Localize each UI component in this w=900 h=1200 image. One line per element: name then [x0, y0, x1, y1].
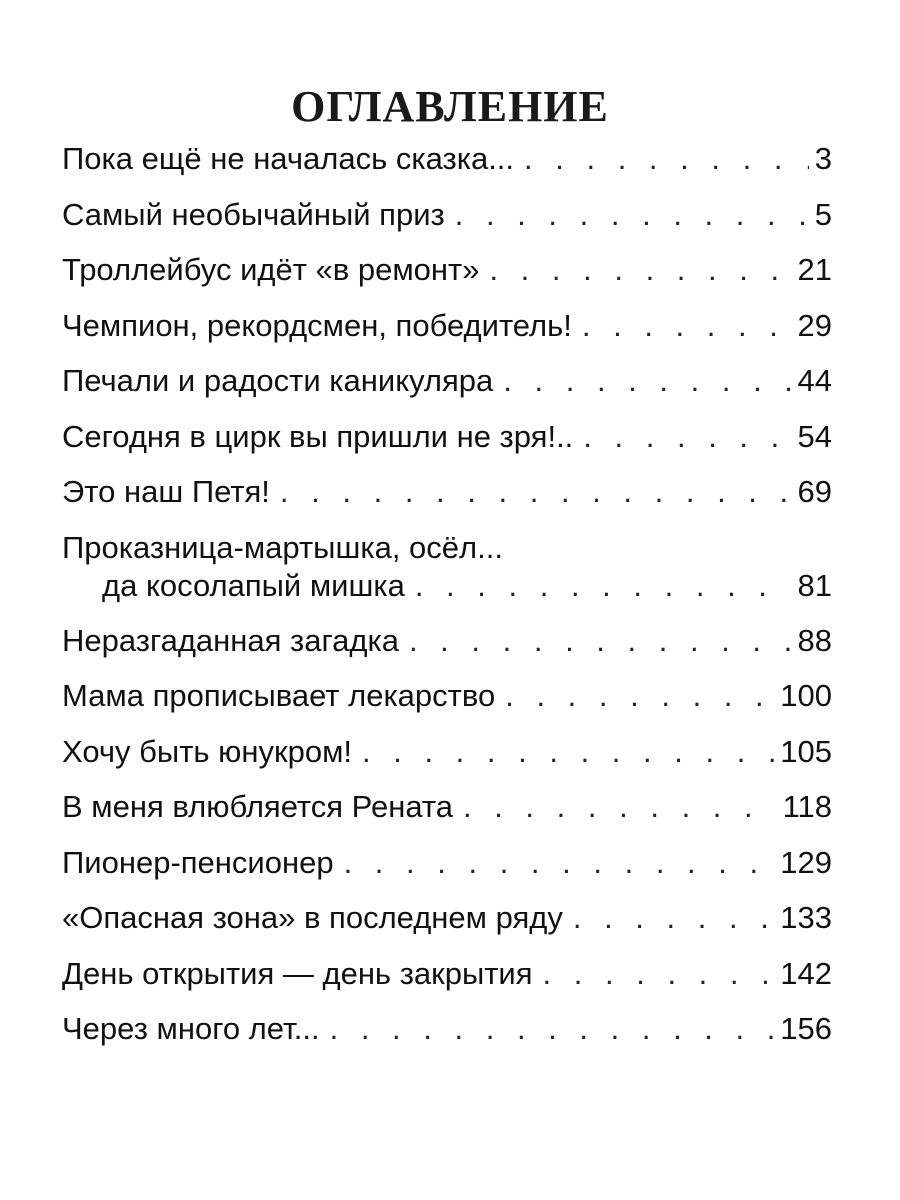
dot-leader	[409, 622, 792, 660]
toc-entry-title: Пионер-пенсионер	[62, 844, 334, 880]
page-title: ОГЛАВЛЕНИЕ	[291, 82, 609, 132]
dot-leader	[505, 677, 774, 715]
toc-entry-page: 88	[797, 622, 832, 658]
toc-entry	[62, 899, 832, 955]
toc-entry-page: 29	[797, 307, 832, 343]
toc-entry	[62, 251, 832, 307]
dot-leader	[330, 1010, 775, 1048]
toc-entry-page: 44	[797, 363, 832, 398]
toc-entry-page: 54	[797, 418, 832, 454]
toc-entry	[62, 955, 832, 1011]
dot-leader	[362, 733, 774, 771]
toc-entry-title: День открытия — день закрытия	[62, 955, 533, 991]
toc-entry	[62, 473, 832, 529]
dot-leader	[280, 473, 792, 511]
dot-leader	[463, 788, 777, 826]
toc-entry	[62, 733, 832, 789]
table-of-contents	[62, 140, 832, 1066]
toc-entry	[62, 529, 832, 622]
toc-entry-page: 21	[797, 252, 832, 287]
toc-entry	[62, 362, 832, 418]
toc-entry-page: 156	[780, 1011, 832, 1046]
toc-entry-title: Сегодня в цирк вы пришли не зря!..	[62, 418, 574, 454]
toc-entry-title: «Опасная зона» в последнем ряду	[62, 900, 563, 935]
toc-entry-page: 3	[814, 141, 832, 176]
dot-leader	[583, 418, 791, 456]
toc-entry-page: 118	[782, 789, 832, 824]
toc-entry-title: Проказница-мартышка, осёл...	[62, 529, 503, 565]
dot-leader	[455, 196, 809, 234]
toc-entry-title: Это наш Петя!	[62, 474, 270, 509]
toc-entry-title: Мама прописывает лекарство	[62, 678, 496, 713]
toc-entry-first-line	[62, 529, 832, 567]
toc-entry	[62, 418, 832, 474]
toc-entry	[62, 622, 832, 678]
toc-entry-title: Через много лет...	[62, 1011, 320, 1046]
toc-entry	[62, 677, 832, 733]
toc-entry-title: Неразгаданная загадка	[62, 622, 399, 658]
toc-entry-title: Печали и радости каникуляра	[62, 363, 494, 398]
dot-leader	[582, 307, 792, 345]
dot-leader	[524, 140, 809, 178]
toc-entry	[62, 1010, 832, 1066]
toc-entry	[62, 844, 832, 900]
toc-entry-continuation-line	[62, 567, 832, 605]
toc-entry	[62, 307, 832, 363]
toc-entry-title: Чемпион, рекордсмен, победитель!	[62, 307, 572, 343]
dot-leader	[543, 955, 775, 993]
dot-leader	[503, 362, 791, 400]
dot-leader	[344, 844, 775, 882]
toc-entry-page: 142	[780, 955, 832, 991]
toc-entry-title: В меня влюбляется Рената	[62, 789, 453, 824]
toc-entry-title: Пока ещё не началась сказка...	[62, 141, 515, 176]
toc-entry-page: 100	[780, 678, 832, 713]
toc-entry	[62, 788, 832, 844]
dot-leader	[489, 251, 791, 289]
dot-leader	[415, 567, 792, 605]
toc-entry-page: 81	[797, 567, 832, 603]
toc-entry-page: 69	[797, 474, 832, 509]
toc-entry-title: Самый необычайный приз	[62, 196, 445, 232]
dot-leader	[573, 899, 774, 937]
toc-entry-title: Хочу быть юнукром!	[62, 733, 352, 769]
toc-entry-page: 105	[780, 733, 832, 769]
toc-entry-page: 129	[780, 844, 832, 880]
toc-entry	[62, 140, 832, 196]
toc-entry-title-continuation: да косолапый мишка	[102, 567, 405, 603]
toc-entry-title: Троллейбус идёт «в ремонт»	[62, 252, 480, 287]
toc-entry	[62, 196, 832, 252]
toc-entry-page: 5	[814, 196, 832, 232]
toc-entry-page: 133	[780, 900, 832, 935]
